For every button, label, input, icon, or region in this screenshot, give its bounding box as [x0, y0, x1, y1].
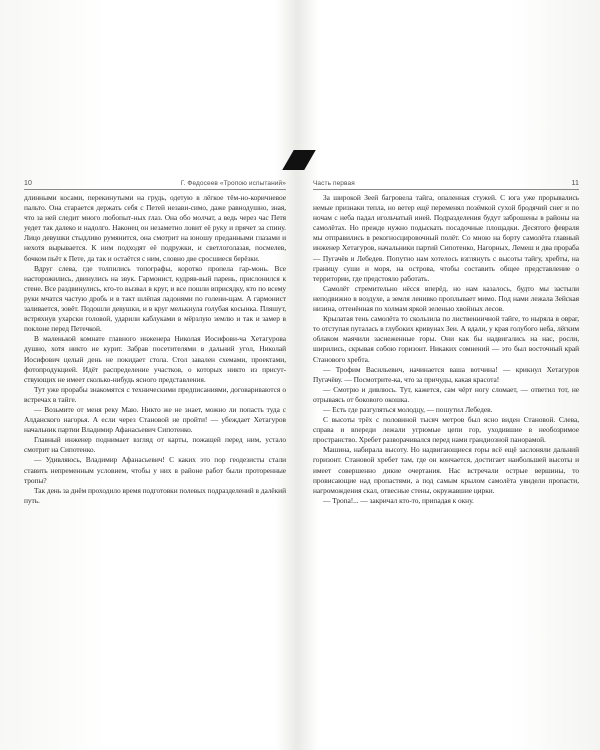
- left-paragraph: Главный инженер поднимает взгляд от карты, пожащей перед ним, устало смотрит на Сипотенко.: [24, 435, 286, 455]
- left-paragraph: длинными косами, перекинутыми на грудь, одетую в лёгкое тём-но-коричневое пальто. Она старается держать себя с Петей незави-симо, даже равнодушно, зная, что за ней следит много любопыт-ных глаз. Она обо молчат, а ведь через час Петя уедет так далеко и надолго. Наконец он незаметно ловит её руку и прячет за спину. Лицо девушки стыдливо румянится, она смотрит на юношу преданными глазами и нехотя вырывается. К ним подходят её подружки, и светлоголазая, посмелев, бочком пьёт к Пете, да так и остаётся с ним, словно две сросшиеся берёзки.: [24, 193, 286, 263]
- left-paragraph: Так день за днём проходило время подготовки полевых подразделений в далёкий путь.: [24, 485, 286, 505]
- right-paragraph: — Тропа!... — закричал кто-то, припадая к окну.: [323, 495, 474, 505]
- left-page-header: [24, 180, 286, 190]
- right-paragraph: Крылатая тень самолёта то скользила по лиственничной тайге, то ныряла в овраг, то отступая путалась в глубоких кривунах Зеи. А вдали, у края голубого неба, лёгким облаком маячили заснеженные горы. Они как бы надвигались на нас, росли, ширились, скрывая собою горизонт. Никаких сомнений — это был восточный край Станового хребта.: [313, 314, 579, 364]
- right-paragraph: За широкой Зеей багровела тайга, опаленная стужей. С юга уже прорывались немые признаки тепла, но ветер ещё переменял позёмкой сухой бродячий снег и по ночам с неба падал игольчатый иней. Подразделения будут заброшены в районы на самолётах. Но прежде нужно подыскать посадочные площадки. Десятого февраля мы отправились в рекогносцировочный полёт. Со мною на борту самолёта главный инженер Хетагуров, начальники партий Сипотенко, Нагорных, Лемеш и два прораба — Пугачёв и Лебедев. Попутно нам хотелось взглянуть с высоты тайгу, хребты, на границу суши и моря, на острова, чтобы составить общее представление о территории, где предстояло работать.: [313, 193, 579, 283]
- left-paragraph: — Удивляюсь, Владимир Афанасьевич! С каких это пор геодезисты стали ставить непременным условием, чтобы у них в районе работ были проторенные тропы?: [24, 455, 286, 485]
- right-page-number: 11: [571, 180, 579, 187]
- right-page-header: [313, 180, 579, 190]
- left-paragraph: — Возьмите от меня реку Маю. Никто же не знает, можно ли попасть туда с Алданского нагорья. А если через Становой не пройти! — убеждает Хетагуров начальник партии Владимир Афанасьевич Сипотенко.: [24, 404, 286, 435]
- right-running-header: Часть первая: [313, 180, 355, 187]
- left-paragraph: Вдруг слева, где толпились топографы, коротко пропела гар-монь. Все насторожились, двинулись на звук. Гармонист, кудряв-вый парень, прислонился к стене. Все раздвинулись, кто-то вызвал в круг, и все пошли вприсядку, кто по всему руки мчатся частую дробь и в такт шлёпая ладонями по голени-щам. А гармонист заливается, зовёт. Подошли девушки, и в круг мелькнула голубая косынка. Пляшут, встряхнув ухарски головой, ударили каблуками в мёрзлую землю и так и замер в поклоне перед Петечкой.: [24, 263, 286, 334]
- left-paragraph: Тут уже прорабы знакомятся с техническими предписаниями, договариваются о встречах в тайге.: [24, 384, 286, 404]
- left-running-header: Г. Федосеев «Тропою испытаний»: [180, 180, 286, 187]
- right-page: [313, 180, 579, 506]
- left-paragraph: В маленькой комнате главного инженера Николая Иосифови-ча Хетагурова душно, хотя никто не курит. Забрав посетителями в дальний угол, Николай Иосифович целый день не покидает стола. Стол завален схемами, проектами, фотопродукцией. Идёт распределение участков, о которых никто из присут-ствующих не имеет сколько-нибудь ясного представления.: [24, 334, 286, 384]
- right-paragraph: Самолёт стремительно нёсся вперёд, но нам казалось, будто мы застыли неподвижно в воздухе, а земля ленивко проплывает мимо. Под нами лежала Зейская низина, оттенённая по холмам яркой зеленью хвойных лесов.: [313, 283, 579, 314]
- right-paragraph: С высоты трёх с половиной тысяч метров был ясно виден Становой. Слева, справа и впереди лежали угрюмые цепи гор, уходившие в необозримое пространство. Хребет разворачивался перед нами грандиозной панорамой.: [313, 415, 579, 445]
- right-paragraph: — Смотрю и дивлюсь. Тут, кажется, сам чёрт ногу сломает, — ответил тот, не отрываясь от бокового окошка.: [313, 384, 579, 404]
- right-paragraph: Машина, набирала высоту. Но надвигающиеся горы всё ещё заслоняли дальний горизонт. Становой хребет там, где он кончается, достигает наибольшей высоты и имеет совершенно дикие очертания. Нас встречали острые вершины, то провисающие над пропастями, а под самым крылом самолёта увидели пропасти, нагромождения скал, отвесные стены, окружавшие цирки.: [313, 445, 579, 495]
- left-page: [24, 180, 286, 506]
- right-paragraph: — Трофим Васильевич, начинается ваша вотчина! — крикнул Хетагуров Пугачёву. — Посмотрите-ка, что за причуды, какая красота!: [313, 364, 579, 384]
- right-paragraph: — Есть где разгуляться молодцу, — пошутил Лебедев.: [323, 404, 493, 414]
- left-page-number: 10: [24, 180, 32, 187]
